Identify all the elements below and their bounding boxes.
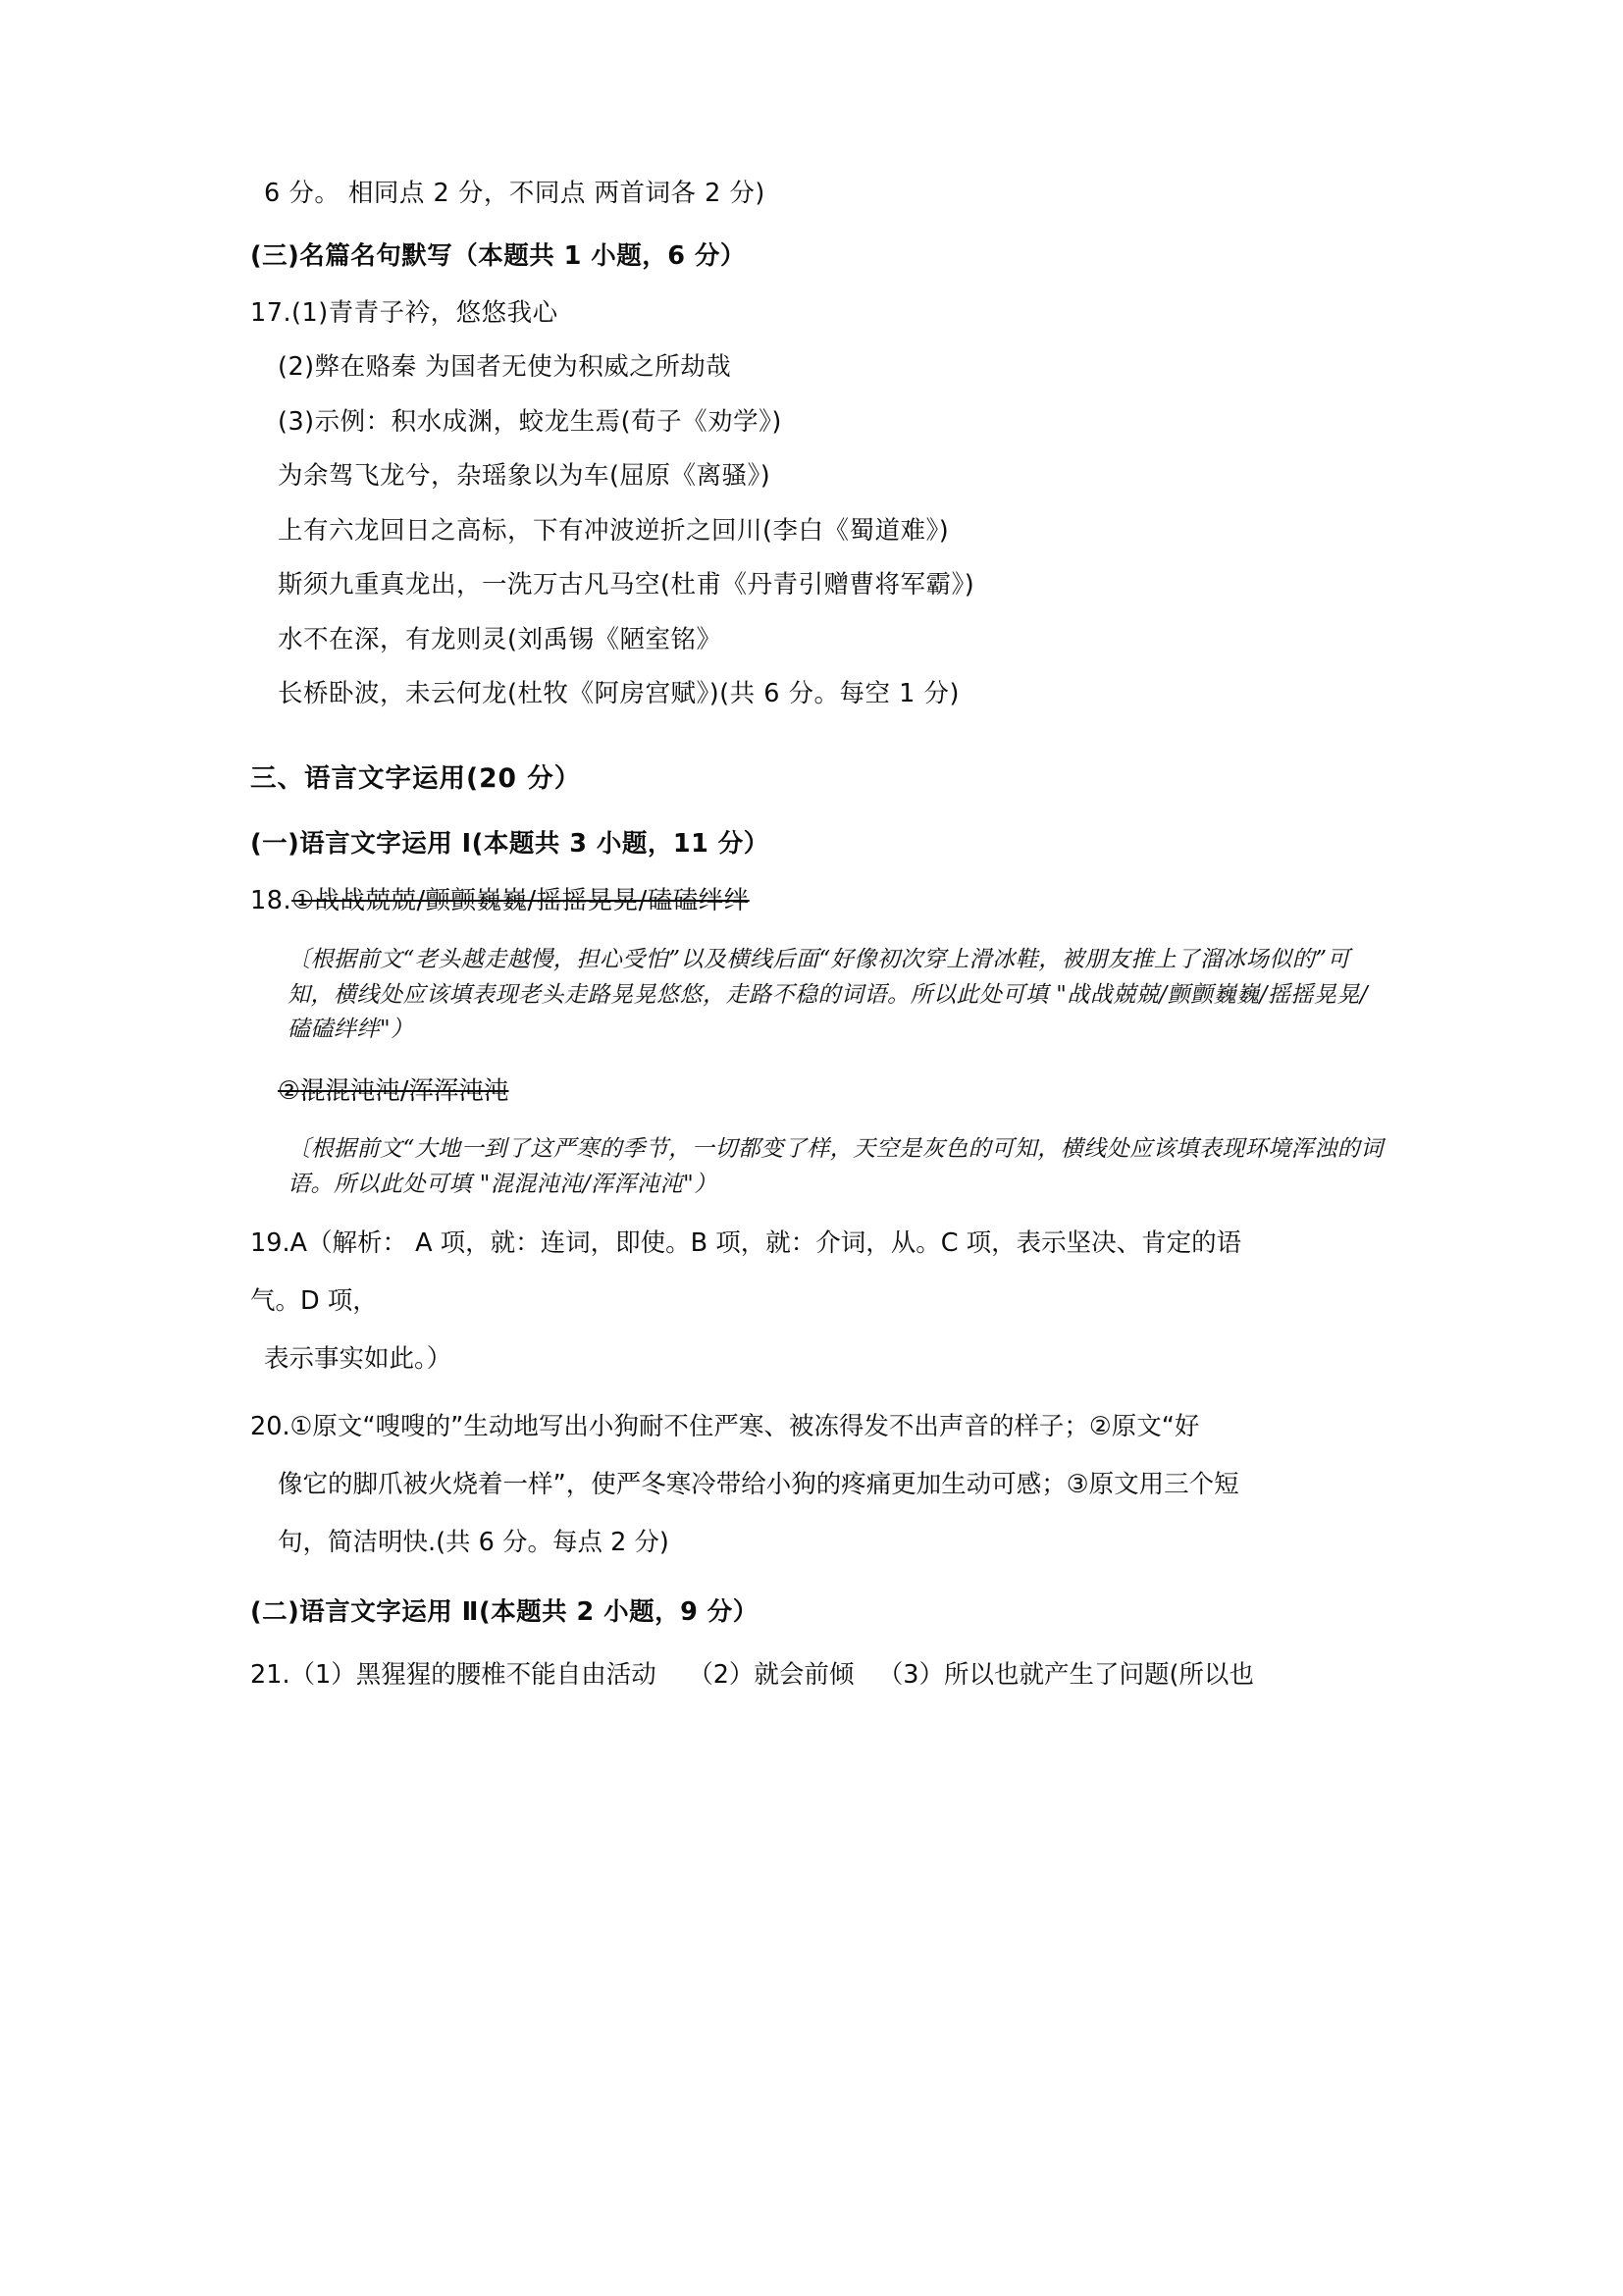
q18-circle-1: ① [291, 885, 315, 915]
q18-item-2 [250, 1071, 1384, 1107]
q20-line-2: 像它的脚爪被火烧着一样”，使严冬寒冷带给小狗的疼痛更加生动可感；③原文用三个短 [278, 1470, 1239, 1500]
q18-lead-line [250, 885, 1384, 915]
q17-item-6: 斯须九重真龙出，一洗万古凡马空(杜甫《丹青引赠曹将军霸》) [278, 570, 975, 600]
q19-line-3: 表示事实如此。） [264, 1344, 452, 1375]
q21-line-1: 21.（1）黑猩猩的腰椎不能自由活动 （2）就会前倾 （3）所以也就产生了问题(所以也 [250, 1660, 1254, 1691]
section-two-heading: (二)语言文字运用 Ⅱ(本题共 2 小题，9 分） [250, 1597, 759, 1628]
section-three-heading: 三、语言文字运用(20 分） [250, 762, 582, 794]
spacer [250, 1399, 1384, 1409]
section-one-heading: (一)语言文字运用 I(本题共 3 小题，11 分） [250, 828, 769, 859]
q20-line-3: 句，简洁明快.(共 6 分。每点 2 分) [278, 1528, 669, 1558]
q17-item-2: (2)弊在赂秦 为国者无使为积威之所劫哉 [278, 352, 732, 382]
top-scoring-note: 6 分。 相同点 2 分，不同点 两首词各 2 分) [264, 179, 765, 208]
q18-number: 18. [250, 885, 292, 915]
q18-note-1: 〔根据前文“老头越走越慢，担心受怕”以及横线后面“好像初次穿上滑冰鞋，被朋友推上了溜冰场似的”可知，横线处应该填表现老头走路晃晃悠悠，走路不稳的词语。所以此处可填 "战战兢兢/颤颤巍巍/摇摇晃晃/磕磕绊绊"） [288, 947, 1369, 1043]
q17-item-8: 长桥卧波，未云何龙(杜牧《阿房宫赋》)(共 6 分。每空 1 分) [278, 679, 960, 708]
q17-item-3: (3)示例：积水成渊，蛟龙生焉(荀子《劝学》) [278, 406, 782, 437]
q17-item-1: 17.(1)青青子衿，悠悠我心 [250, 297, 558, 328]
q18-answer-1: 战战兢兢/颤颤巍巍/摇摇晃晃/磕磕绊绊 [314, 885, 750, 915]
q17-item-5: 上有六龙回日之高标，下有冲波逆折之回川(李白《蜀道难》) [278, 515, 950, 546]
q19-line-2: 气。D 项， [250, 1286, 378, 1317]
q18-note-2: 〔根据前文“大地一到了这严寒的季节，一切都变了样，天空是灰色的可知，横线处应该填表现环境浑浊的词语。所以此处可填 "混混沌沌/浑浑沌沌"） [288, 1135, 1384, 1197]
section-c-heading: (三)名篇名句默写（本题共 1 小题，6 分） [250, 240, 746, 271]
document-body [250, 179, 1384, 1715]
q17-item-4: 为余驾飞龙兮，杂瑶象以为车(屈原《离骚》) [278, 461, 771, 491]
q18-answer-2: 混混沌沌/浑浑沌沌 [299, 1075, 509, 1106]
spacer [250, 737, 1384, 757]
q20-line-1: 20.①原文“嗖嗖的”生动地写出小狗耐不住严寒、被冻得发不出声音的样子；②原文“好 [250, 1412, 1200, 1442]
q19-line-1: 19.A（解析： A 项，就：连词，即使。B 项，就：介词，从。C 项，表示坚决、肯定的语 [250, 1228, 1242, 1259]
q18-circle-2: ② [278, 1075, 300, 1106]
spacer [250, 1583, 1384, 1592]
q17-item-7: 水不在深，有龙则灵(刘禹锡《陋室铭》 [278, 624, 722, 654]
